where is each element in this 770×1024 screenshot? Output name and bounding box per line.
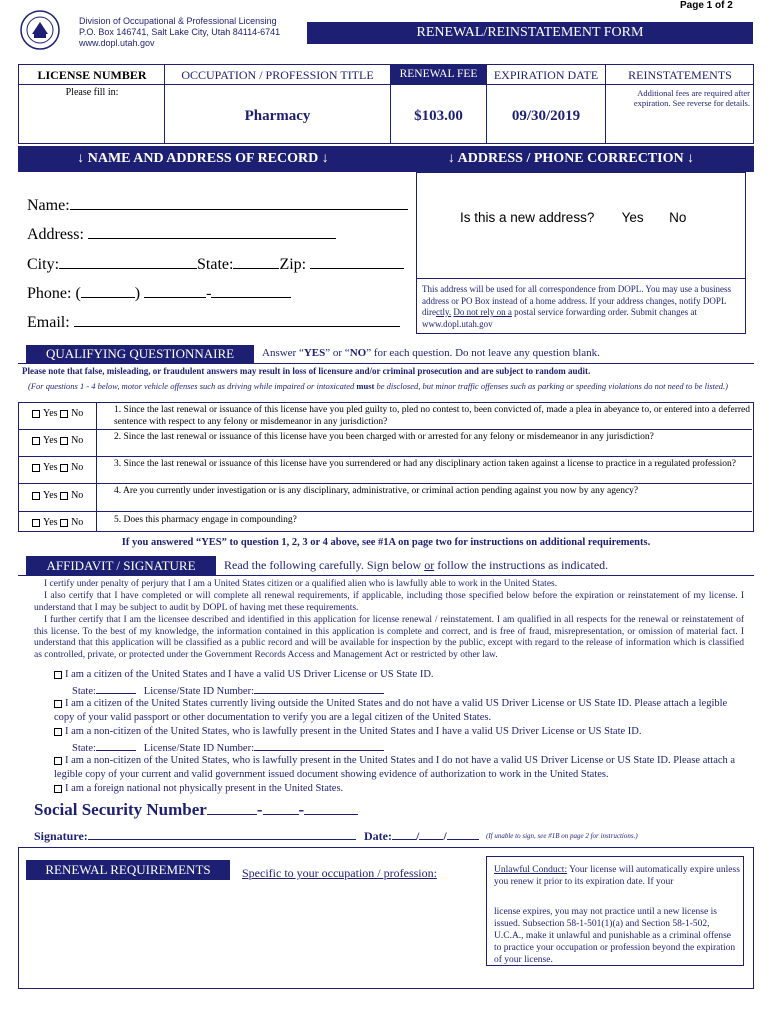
address-note: [422, 284, 740, 330]
question-2-text: 2. Since the last renewal or issuance of this license have you been charged with or arrested for any felony or misdemeanor in any jurisdiction?: [114, 432, 654, 442]
yes-no-3[interactable]: [32, 462, 83, 473]
agency-address: P.O. Box 146741, Salt Lake City, Utah 84114-6741: [79, 27, 281, 37]
certify-citizen: I certify under penalty of perjury that I am a United States citizen or a qualified alien who is lawfully able to work in the United States.: [44, 579, 558, 589]
instr-or: or: [424, 558, 435, 572]
answer-no: NO: [349, 347, 367, 359]
question-3-text: 3. Since the last renewal or issuance of this license have you surrendered or had any disciplinary action taken against a license to practice in a regulated profession?: [114, 459, 737, 469]
occupation-title-label: OCCUPATION / PROFESSION TITLE: [181, 68, 374, 82]
option-1-checkbox[interactable]: [54, 671, 62, 679]
state-label: State:: [197, 256, 234, 273]
questionnaire-header: QUALIFYING QUESTIONNAIRE: [26, 345, 254, 363]
address-note-part1: This address will be used for all correspondence from DOPL. You may use a business address or PO Box instead of a home address. If your address changes, notify DOPL dire: [422, 284, 731, 317]
ssn-dash: -: [256, 800, 263, 819]
license-id-label: License/State ID Number:: [143, 743, 255, 754]
note-pre: (For questions 1 - 4 below, motor vehicle offenses such as driving while impaired or intoxicated: [28, 381, 357, 391]
question-row-4: [18, 483, 754, 511]
question-row-2: [18, 429, 754, 456]
instr-post: follow the instructions as indicated.: [434, 558, 609, 572]
expiration-date-label: EXPIRATION DATE: [493, 68, 599, 82]
no-label: No: [71, 408, 84, 419]
questionnaire-note: [28, 381, 750, 391]
form-title: RENEWAL/REINSTATEMENT FORM: [307, 22, 753, 44]
answer-yes: YES: [303, 347, 326, 359]
phone-paren: ): [134, 285, 141, 302]
option-4[interactable]: [54, 754, 744, 782]
affidavit-header: AFFIDAVIT / SIGNATURE: [26, 556, 216, 575]
option-5-text: I am a foreign national not physically present in the United States.: [65, 783, 344, 794]
option-3[interactable]: [54, 725, 744, 739]
question-4-text: 4. Are you currently under investigation or is any disciplinary, administrative, or criminal action pending against you now by any agency?: [114, 486, 639, 496]
question-5-text: 5. Does this pharmacy engage in compounding?: [114, 515, 297, 525]
address-note-ctly: ctly.: [436, 307, 452, 317]
question-1-text: 1. Since the last renewal or issuance of this license have you pled guilty to, pled no contest to, been convicted of, made a plea in abeyance to, or entered into a deferred sentence with respect to any felony or misdemeanor in any jurisdiction?: [114, 405, 750, 427]
license-id-label: License/State ID Number:: [143, 686, 255, 697]
city-label: City:: [27, 256, 60, 273]
no-label: No: [71, 490, 84, 501]
agency-name: Division of Occupational & Professional Licensing: [79, 16, 277, 26]
email-label: Email:: [27, 314, 70, 331]
note-post: be disclosed, but minor traffic offenses such as parking or speeding violations do not need to be listed.): [374, 381, 728, 391]
answer-pre: Answer “: [262, 347, 304, 359]
phone-dash: -: [206, 285, 212, 302]
question-row-1: [18, 402, 754, 429]
signature-label: Signature:: [34, 829, 88, 843]
questionnaire-footer: If you answered “YES” to question 1, 2, 3 or 4 above, see #1A on page two for instructions on additional requirements.: [121, 537, 651, 548]
renewal-fee-value: $103.00: [414, 108, 463, 124]
ssn-field[interactable]: [34, 800, 358, 820]
option-1-text: I am a citizen of the United States and I have a valid US Driver License or US State ID.: [65, 669, 434, 680]
record-header-bar: [18, 146, 754, 172]
yes-no-2[interactable]: [32, 435, 83, 446]
questionnaire-warning: Please note that false, misleading, or fraudulent answers may result in loss of licensure and/or criminal prosecution and are subject to random audit.: [22, 366, 591, 376]
instr-pre: Read the following carefully. Sign below: [224, 558, 425, 572]
unlawful-label: Unlawful Conduct:: [494, 865, 568, 875]
yes-no-4[interactable]: [32, 490, 83, 501]
renewal-fee-label: RENEWAL FEE: [391, 65, 486, 84]
address-note-part2: postal service forwarding order. Submit changes at www.dopl.utah.gov: [422, 307, 697, 329]
phone-label: Phone: (: [27, 285, 81, 302]
state-label: State:: [72, 743, 96, 754]
address-field[interactable]: [27, 224, 336, 244]
question-row-5: [18, 511, 754, 532]
signature-field[interactable]: [34, 828, 356, 844]
ssn-dash: -: [298, 800, 305, 819]
option-5[interactable]: [54, 782, 744, 796]
unable-to-sign-note: (If unable to sign, see #1B on page 2 for instructions.): [486, 832, 638, 840]
name-field[interactable]: [27, 195, 408, 215]
unlawful-text-1: Your license will automatically expire unless you renew it prior to its expiration date. If your: [494, 865, 740, 887]
date-sep: /: [443, 829, 447, 843]
state-seal-icon: [20, 10, 60, 50]
renewal-section-border: [18, 847, 754, 989]
date-sep: /: [415, 829, 420, 843]
option-2-text: I am a citizen of the United States currently living outside the United States and do not have a valid US Driver License or US State ID. Please attach a legible copy of your valid passport or other documentation to verify you are a legal citizen of the United States.: [54, 698, 728, 723]
reinstatement-note: Additional fees are required after expiration. See reverse for details.: [633, 88, 750, 108]
phone-field[interactable]: [27, 283, 291, 303]
address-label: Address:: [27, 226, 84, 243]
no-label: No: [71, 517, 84, 528]
new-address-no[interactable]: No: [669, 210, 687, 225]
license-number-label: LICENSE NUMBER: [37, 68, 147, 82]
yes-no-5[interactable]: [32, 517, 83, 528]
date-field[interactable]: [364, 828, 479, 844]
correction-header: ↓ ADDRESS / PHONE CORRECTION ↓: [447, 151, 695, 166]
yes-label: Yes: [43, 517, 58, 528]
agency-website[interactable]: www.dopl.utah.gov: [79, 38, 155, 48]
option-1[interactable]: [54, 668, 744, 682]
option-4-checkbox[interactable]: [54, 757, 62, 765]
renewal-requirements-header: RENEWAL REQUIREMENTS: [26, 860, 230, 880]
unlawful-conduct-text-2: license expires, you may not practice until a new license is issued. Subsection 58-1-501(1)(a) and Section 58-1-502, U.C.A., make it unlawful and punishable as a criminal offense to practice your occupation or profession beyond the expiration of your license.: [494, 907, 736, 965]
question-row-3: [18, 456, 754, 483]
answer-post: ” for each question. Do not leave any question blank.: [366, 347, 600, 359]
no-label: No: [71, 435, 84, 446]
yes-label: Yes: [43, 408, 58, 419]
expiration-date-value: 09/30/2019: [511, 108, 581, 124]
note-must: must: [356, 381, 375, 391]
reinstatements-label: REINSTATEMENTS: [628, 68, 732, 82]
option-5-checkbox[interactable]: [54, 785, 62, 793]
option-3-text: I am a non-citizen of the United States, who is lawfully present in the United States and I have a valid US Driver License or US State ID.: [65, 726, 642, 737]
yes-label: Yes: [43, 435, 58, 446]
zip-label: Zip:: [279, 256, 307, 273]
yes-label: Yes: [43, 490, 58, 501]
city-state-zip-field[interactable]: [27, 254, 404, 274]
answer-mid: ” or “: [325, 347, 350, 359]
yes-no-1[interactable]: [32, 408, 83, 419]
page-number: Page 1 of 2: [680, 0, 733, 11]
record-header: ↓ NAME AND ADDRESS OF RECORD ↓: [77, 151, 329, 166]
ssn-label: Social Security Number: [34, 800, 207, 819]
new-address-question: [460, 210, 686, 225]
date-label: Date:: [364, 829, 392, 843]
affidavit-instructions: [224, 558, 608, 573]
occupation-value: Pharmacy: [244, 108, 311, 124]
no-label: No: [71, 462, 84, 473]
option-4-text: I am a non-citizen of the United States, who is lawfully present in the United States and I do not have a valid US Driver License or US State ID. Please attach a legible copy of your current and valid government issued document showing evidence of authorization to work in the United States.: [54, 755, 736, 780]
specific-requirements-label: Specific to your occupation / profession:: [242, 866, 437, 880]
option-2-checkbox[interactable]: [54, 700, 62, 708]
certify-requirements: I also certify that I have completed or will complete all renewal requirements, if applicable, including those specified below before the expiration or reinstatement of my license. I understand that I may be subject to audit by DOPL of having met these requirements.: [34, 591, 744, 613]
questionnaire-instructions: [262, 347, 600, 359]
name-label: Name:: [27, 197, 70, 214]
new-address-yes[interactable]: Yes: [621, 210, 644, 225]
yes-label: Yes: [43, 462, 58, 473]
address-note-not-rely: Do not rely on a: [453, 307, 512, 317]
new-address-label: Is this a new address?: [460, 210, 595, 225]
email-field[interactable]: [27, 312, 400, 332]
option-2[interactable]: [54, 697, 744, 725]
please-fill-label: Please fill in:: [65, 87, 119, 98]
certify-licensee: I further certify that I am the licensee described and identified in this application for license renewal / reinstatement. I am qualified in all respects for the renewal or reinstatement of this license. To the best of my knowledge, the information contained in this application is complete and correct, and is free of fraud, misrepresentation, or omission of material fact. I understand that this application will be classified as a public record and will be available for inspection by the public, except with regard to the release of information which is classified as controlled, private, or protected under the Government Records Access and Management Act or restricted by other law.: [34, 615, 744, 660]
state-label: State:: [72, 686, 96, 697]
license-number-field[interactable]: [40, 102, 150, 136]
option-3-checkbox[interactable]: [54, 728, 62, 736]
